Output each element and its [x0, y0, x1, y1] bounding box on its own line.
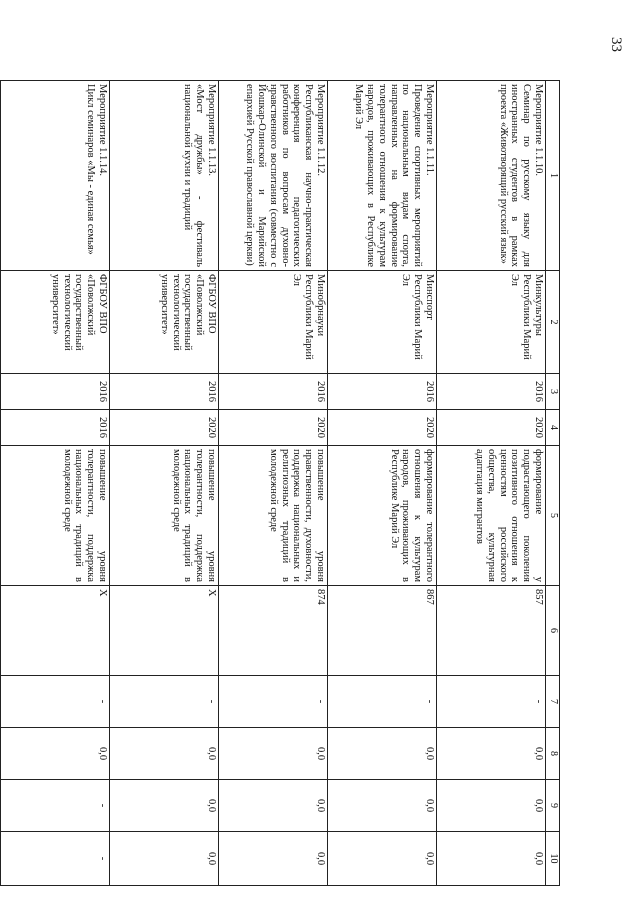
value-cell: - [1, 832, 110, 886]
page-number: 33 [608, 37, 624, 52]
value-cell: 0,0 [328, 728, 437, 780]
table-row [110, 81, 219, 886]
measure-title: Мероприятие 1.1.11. [424, 84, 435, 176]
value-cell: 0,0 [328, 780, 437, 832]
value-cell: 0,0 [110, 728, 219, 780]
value-cell: 0,0 [437, 728, 546, 780]
measure-cell [437, 81, 546, 271]
table-row [219, 81, 328, 886]
column-number: 5 [546, 446, 560, 586]
column-number: 7 [546, 676, 560, 728]
measure-title: Мероприятие 1.1.14. [97, 84, 108, 177]
measure-cell [110, 81, 219, 271]
start-year-cell: 2016 [1, 374, 110, 410]
result-cell: формирование толерантного отношения к культурам народов, проживающих в Республике Марий Эл [328, 446, 437, 586]
measure-title: Мероприятие 1.1.12. [315, 84, 326, 177]
measures-table [0, 80, 560, 886]
value-cell: 0,0 [1, 728, 110, 780]
executor-cell: Минспорт Республики Марий Эл [328, 271, 437, 374]
column-number: 4 [546, 410, 560, 446]
measure-title: Мероприятие 1.1.10. [533, 84, 544, 177]
column-number-row [546, 81, 560, 886]
value-cell: - [219, 676, 328, 728]
measure-cell [1, 81, 110, 271]
value-cell: 0,0 [219, 728, 328, 780]
value-cell: 0,0 [437, 780, 546, 832]
executor-cell: ФГБОУ ВПО «Поволжский государственный технологический университет» [110, 271, 219, 374]
column-number: 8 [546, 728, 560, 780]
value-cell: - [328, 676, 437, 728]
executor-cell: Минкультуры Республики Марий Эл [437, 271, 546, 374]
value-cell: - [110, 676, 219, 728]
start-year-cell: 2016 [328, 374, 437, 410]
value-cell: 0,0 [328, 832, 437, 886]
table-row [437, 81, 546, 886]
measure-description: Семинар по русскому языку для иностранных студентов в рамках проекта «Животворящий русский язык» [497, 84, 533, 267]
measure-cell [328, 81, 437, 271]
table-row [328, 81, 437, 886]
value-cell: - [1, 676, 110, 728]
result-cell: формирование у подрастающего поколения позитивного отношения к ценностям российского общества, культурная адаптация мигрантов [437, 446, 546, 586]
value-cell: 0,0 [110, 780, 219, 832]
measure-description: Цикл семинаров «Мы - единая семья» [85, 84, 97, 255]
end-year-cell: 2016 [1, 410, 110, 446]
value-cell: 0,0 [110, 832, 219, 886]
code-cell: 857 [437, 586, 546, 676]
measure-title: Мероприятие 1.1.13. [206, 84, 217, 177]
column-number: 6 [546, 586, 560, 676]
result-cell: повышение уровня толерантности, поддержка национальных традиций в молодежной среде [1, 446, 110, 586]
start-year-cell: 2016 [437, 374, 546, 410]
column-number: 2 [546, 271, 560, 374]
column-number: 9 [546, 780, 560, 832]
measure-description: Республиканская научно-практическая конференция педагогических работников по вопросам духовно-нравственного воспитания (совместно с Йошкар-Олинской и Марийской епархией Русской православной церкви) [244, 84, 315, 267]
start-year-cell: 2016 [219, 374, 328, 410]
table-row [1, 81, 110, 886]
executor-cell: ФГБОУ ВПО «Поволжский государственный технологический университет» [1, 271, 110, 374]
measure-cell [219, 81, 328, 271]
end-year-cell: 2020 [328, 410, 437, 446]
code-cell: Х [1, 586, 110, 676]
code-cell: 874 [219, 586, 328, 676]
rotated-table-container [0, 80, 560, 885]
column-number: 10 [546, 832, 560, 886]
value-cell: 0,0 [219, 780, 328, 832]
result-cell: повышение уровня нравственности, духовности, поддержка национальных и религиозных традиций в молодежной среде [219, 446, 328, 586]
value-cell: 0,0 [437, 832, 546, 886]
end-year-cell: 2020 [110, 410, 219, 446]
end-year-cell: 2020 [437, 410, 546, 446]
measure-description: «Мост дружбы» - фестиваль национальной кухни и традиций [182, 84, 206, 267]
executor-cell: Минобрнауки Республики Марий Эл [219, 271, 328, 374]
value-cell: - [1, 780, 110, 832]
end-year-cell: 2020 [219, 410, 328, 446]
start-year-cell: 2016 [110, 374, 219, 410]
result-cell: повышение уровня толерантности, поддержка национальных традиций в молодежной среде [110, 446, 219, 586]
value-cell: 0,0 [219, 832, 328, 886]
value-cell: - [437, 676, 546, 728]
measure-description: Проведение спортивных мероприятий по национальным видам спорта, направленных на формирование толерантного отношения к культурам народов, проживающих в Республике Марий Эл [353, 84, 424, 267]
column-number: 1 [546, 81, 560, 271]
column-number: 3 [546, 374, 560, 410]
code-cell: Х [110, 586, 219, 676]
code-cell: 867 [328, 586, 437, 676]
